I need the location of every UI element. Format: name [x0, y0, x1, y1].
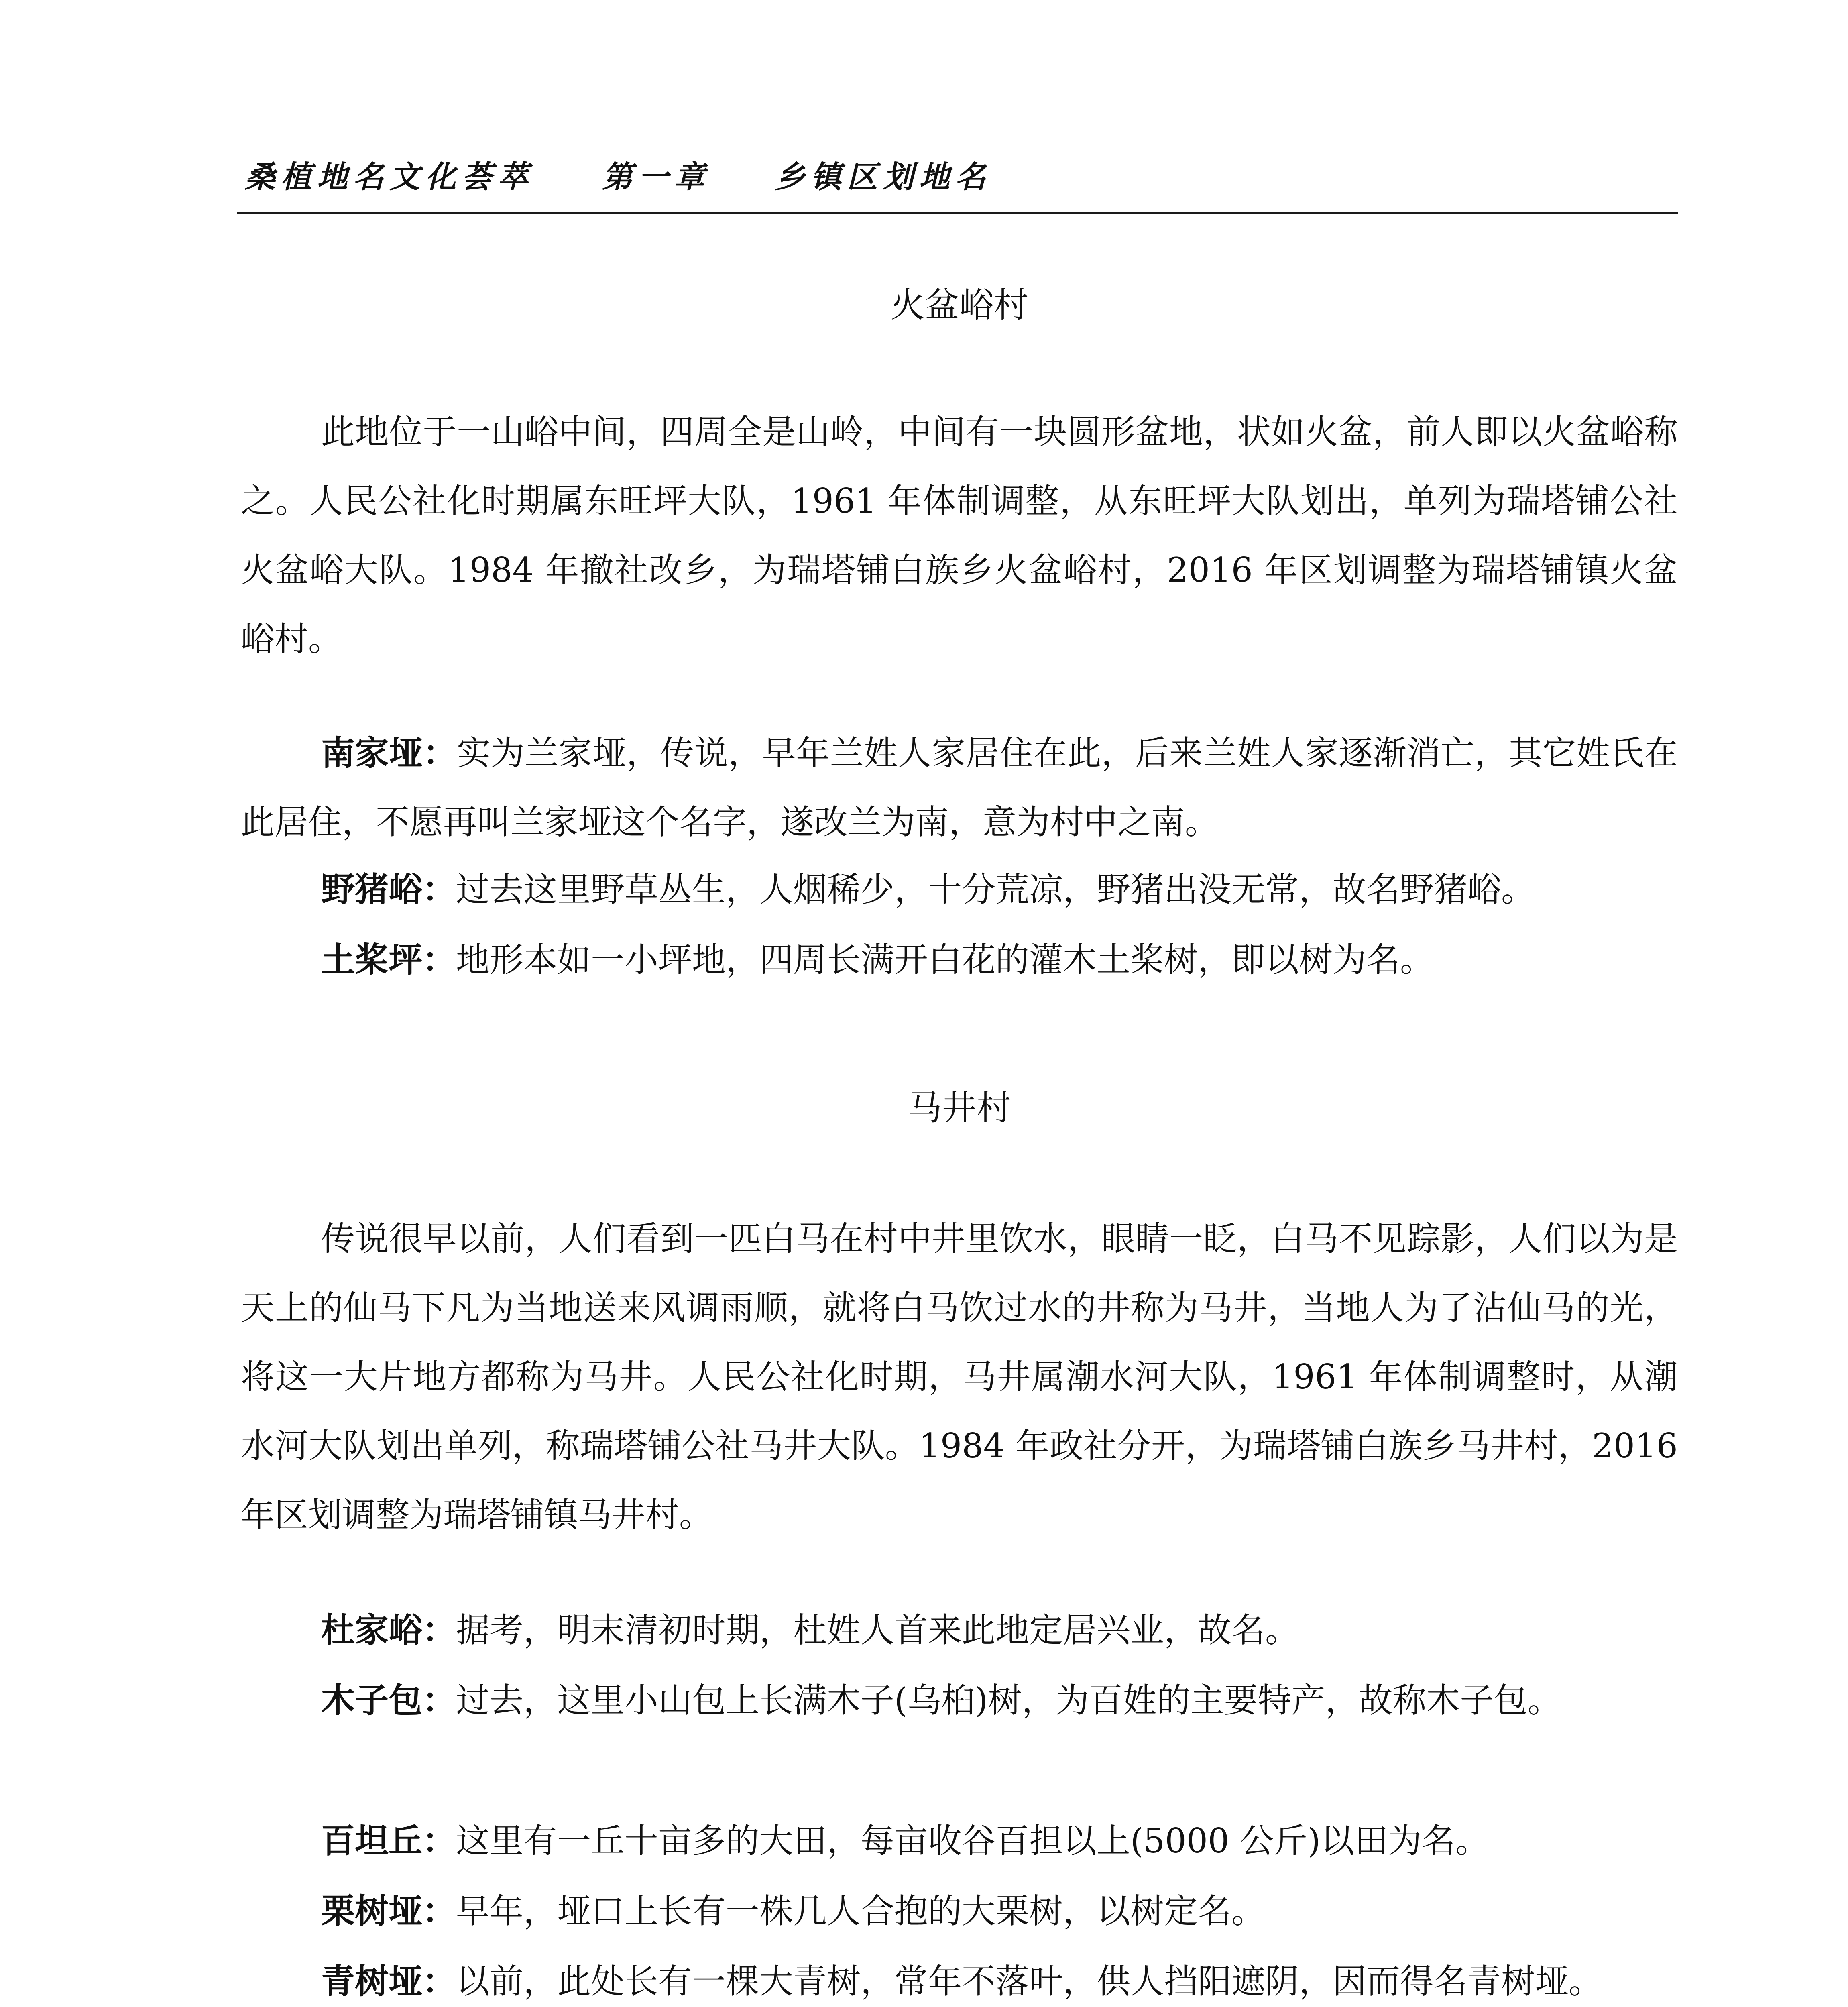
header-chapter: 第一章	[602, 159, 710, 195]
section-title: 火盆峪村	[890, 285, 1028, 325]
place-entry	[241, 855, 1678, 924]
running-header	[241, 145, 1694, 213]
place-entry	[241, 719, 1678, 857]
place-entry	[241, 1666, 1678, 1735]
section-intro: 传说很早以前，人们看到一匹白马在村中井里饮水，眼睛一眨，白马不见踪影，人们以为是天上的仙马下凡为当地送来风调雨顺，就将白马饮过水的井称为马井，当地人为了沾仙马的光，将这一大片地方都称为马井。人民公社化时期，马井属潮水河大队，1961 年体制调整时，从潮水河大队划出单列，称瑞塔铺公社马井大队。1984 年政社分开，为瑞塔铺白族乡马井村，2016 年区划调整为瑞塔铺镇马井村。	[241, 1219, 1678, 1535]
section-title: 马井村	[908, 1088, 1011, 1128]
place-entry	[241, 1596, 1678, 1665]
place-entry	[241, 1947, 1678, 2007]
place-name: 土桨坪：	[321, 940, 456, 979]
place-name: 野猪峪：	[321, 870, 456, 909]
place-name: 百坦丘：	[321, 1821, 456, 1860]
place-description: 实为兰家垭，传说，早年兰姓人家居住在此，后来兰姓人家逐渐消亡，其它姓氏在此居住，不愿再叫兰家垭这个名字，遂改兰为南，意为村中之南。	[241, 733, 1678, 842]
place-name: 栗树垭：	[321, 1891, 456, 1931]
place-name: 南家垭：	[321, 733, 457, 773]
place-name: 杜家峪：	[321, 1610, 456, 1650]
header-book-title: 桑植地名文化荟萃	[245, 159, 534, 195]
place-name: 木子包：	[321, 1681, 456, 1720]
place-description: 据考，明末清初时期，杜姓人首来此地定居兴业，故名。	[456, 1610, 1299, 1650]
place-description: 早年，垭口上长有一株几人合抱的大栗树，以树定名。	[456, 1891, 1266, 1931]
place-name: 青树垭：	[321, 1962, 456, 2001]
place-description: 地形本如一小坪地，四周长满开白花的灌木土桨树，即以树为名。	[456, 940, 1434, 979]
section-intro: 此地位于一山峪中间，四周全是山岭，中间有一块圆形盆地，状如火盆，前人即以火盆峪称之。人民公社化时期属东旺坪大队，1961 年体制调整，从东旺坪大队划出，单列为瑞塔铺公社火盆峪大队。1984 年撤社改乡，为瑞塔铺白族乡火盆峪村，2016 年区划调整为瑞塔铺镇火盆峪村。	[241, 412, 1678, 659]
header-section: 乡镇区划地名	[775, 159, 991, 195]
place-entry	[241, 1806, 1678, 1875]
place-description: 这里有一丘十亩多的大田，每亩收谷百担以上(5000 公斤)以田为名。	[456, 1821, 1490, 1860]
place-entry	[241, 1877, 1678, 1946]
place-description: 以前，此处长有一棵大青树，常年不落叶，供人挡阳遮阴，因而得名青树垭。	[456, 1962, 1603, 2001]
place-description: 过去这里野草丛生，人烟稀少，十分荒凉，野猪出没无常，故名野猪峪。	[456, 870, 1535, 909]
header-rule	[237, 212, 1678, 214]
place-description: 过去，这里小山包上长满木子(乌桕)树，为百姓的主要特产，故称木子包。	[456, 1681, 1561, 1720]
place-entry	[241, 925, 1678, 994]
